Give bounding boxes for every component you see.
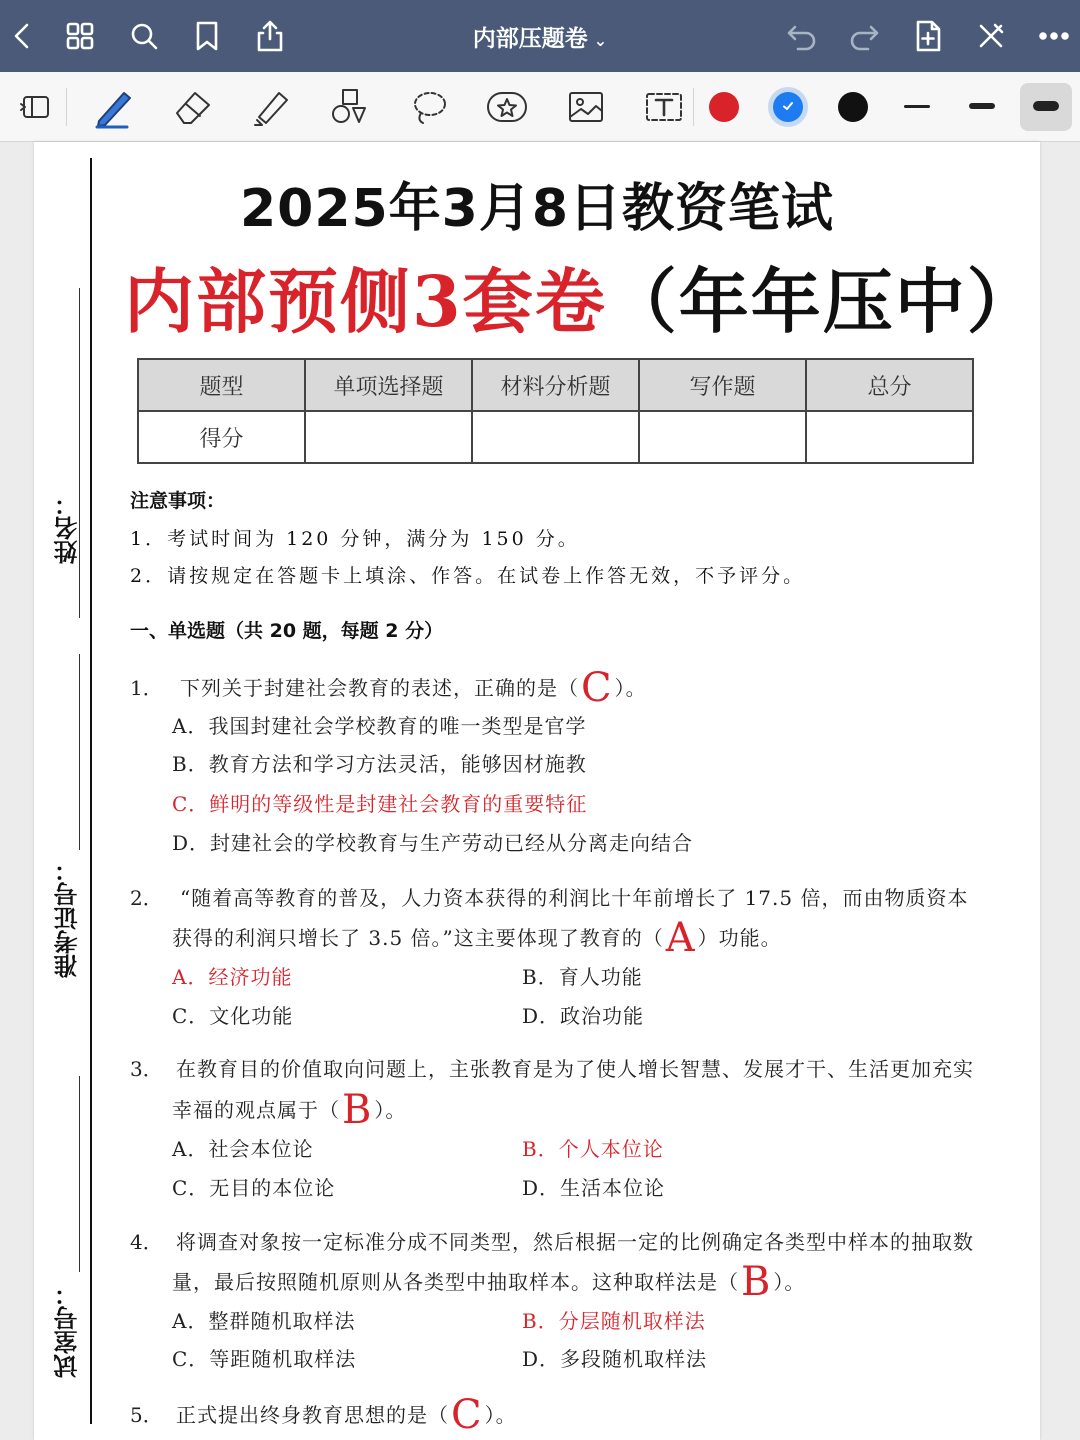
room-label: 试室号： xyxy=(53,1282,82,1378)
top-navigation-bar xyxy=(0,0,1080,72)
score-cell xyxy=(806,411,973,463)
pen-icon[interactable] xyxy=(88,84,138,130)
page-title: 2025年3月8日教资笔试 xyxy=(239,179,835,239)
redo-icon[interactable] xyxy=(842,14,886,58)
thumbnails-grid-icon[interactable] xyxy=(58,14,102,58)
stroke-thin[interactable] xyxy=(904,105,930,108)
score-cell xyxy=(639,411,806,463)
sticker-icon[interactable] xyxy=(482,84,532,130)
stem-text: 幸福的观点属于（ xyxy=(172,1098,340,1122)
question-stem-line xyxy=(172,1087,407,1133)
header-cell: 材料分析题 xyxy=(472,359,639,411)
stem-text: 量，最后按照随机原则从各类型中抽取样本。这种取样法是（ xyxy=(172,1270,739,1294)
option: C．等距随机取样法 xyxy=(172,1347,357,1371)
option-correct: B．个人本位论 xyxy=(522,1137,664,1161)
header-cell: 单项选择题 xyxy=(305,359,472,411)
score-table-row xyxy=(138,411,973,463)
pen-close-icon[interactable] xyxy=(969,14,1013,58)
handwritten-answer: B xyxy=(342,1087,373,1133)
text-icon[interactable] xyxy=(639,84,689,130)
option: A．整群随机取样法 xyxy=(172,1309,356,1333)
color-black[interactable] xyxy=(838,92,868,122)
toolbar-divider xyxy=(693,88,694,126)
question-stem xyxy=(180,665,647,711)
name-write-line xyxy=(79,288,80,618)
stroke-thick-selected[interactable] xyxy=(1020,83,1072,131)
stem-end: ）功能。 xyxy=(697,926,782,950)
question-stem-line: “随着高等教育的普及，人力资本获得的利润比十年前增长了 17.5 倍，而由物质资本 xyxy=(180,886,969,910)
option-correct: C．鲜明的等级性是封建社会教育的重要特征 xyxy=(172,792,588,816)
question-stem-line: 在教育目的价值取向问题上，主张教育是为了使人增长智慧、发展才干、生活更加充实 xyxy=(176,1057,974,1081)
toolbar-divider xyxy=(66,88,67,126)
stem-text: 正式提出终身教育思想的是（ xyxy=(176,1403,449,1427)
question-number: 1． xyxy=(130,676,163,700)
stem-end: ）。 xyxy=(374,1098,407,1122)
exam-id-write-line xyxy=(79,654,80,850)
document-page xyxy=(34,142,1040,1440)
handwritten-answer: A xyxy=(665,915,696,961)
bookmark-icon[interactable] xyxy=(185,14,229,58)
stroke-medium[interactable] xyxy=(969,103,995,109)
chevron-down-icon: ⌄ xyxy=(593,31,608,50)
shapes-icon[interactable] xyxy=(325,84,375,130)
annotation-toolbar xyxy=(0,72,1080,142)
notice-item: 2．请按规定在答题卡上填涂、作答。在试卷上作答无效，不予评分。 xyxy=(130,565,806,587)
option: D．封建社会的学校教育与生产劳动已经从分离走向结合 xyxy=(172,831,694,855)
question-stem-line: 将调查对象按一定标准分成不同类型，然后根据一定的比例确定各类型中样本的抽取数 xyxy=(176,1230,974,1254)
stroke-thick-indicator xyxy=(1033,101,1059,111)
binding-line xyxy=(90,158,92,1424)
more-icon[interactable] xyxy=(1032,14,1076,58)
room-write-line xyxy=(79,1076,80,1272)
question-number: 2． xyxy=(130,886,163,910)
option: A．社会本位论 xyxy=(172,1137,314,1161)
question-stem-line xyxy=(172,915,782,961)
question-number: 4． xyxy=(130,1230,163,1254)
option: D．生活本位论 xyxy=(522,1176,666,1200)
handwritten-answer: C xyxy=(451,1392,483,1438)
share-icon[interactable] xyxy=(248,14,292,58)
notice-item: 1．考试时间为 120 分钟，满分为 150 分。 xyxy=(130,528,580,550)
score-table-header xyxy=(138,359,973,411)
header-cell: 题型 xyxy=(138,359,305,411)
handwritten-answer: B xyxy=(741,1259,772,1305)
notice-title: 注意事项： xyxy=(130,490,226,512)
row-label-cell: 得分 xyxy=(138,411,305,463)
add-page-icon[interactable] xyxy=(906,14,950,58)
highlighter-icon[interactable] xyxy=(246,84,296,130)
header-cell: 写作题 xyxy=(639,359,806,411)
stem-end: ）。 xyxy=(773,1270,806,1294)
option: D．多段随机取样法 xyxy=(522,1347,708,1371)
option: D．政治功能 xyxy=(522,1004,645,1028)
header-cell: 总分 xyxy=(806,359,973,411)
question-stem-line xyxy=(172,1259,806,1305)
option: B．育人功能 xyxy=(522,965,643,989)
checkmark-icon xyxy=(782,100,794,112)
score-cell xyxy=(305,411,472,463)
stem-text: 下列关于封建社会教育的表述，正确的是（ xyxy=(180,676,579,700)
back-icon[interactable] xyxy=(0,14,44,58)
search-icon[interactable] xyxy=(122,14,166,58)
option: A．我国封建社会学校教育的唯一类型是官学 xyxy=(172,714,587,738)
document-title-menu[interactable] xyxy=(440,20,640,53)
question-number: 3． xyxy=(130,1057,163,1081)
score-table xyxy=(137,358,974,464)
section-title: 一、单选题（共 20 题，每题 2 分） xyxy=(130,620,444,642)
color-blue-selected[interactable] xyxy=(773,92,803,122)
name-label: 姓名： xyxy=(53,492,82,564)
subtitle-red: 内部预侧3套卷 xyxy=(124,260,607,343)
option: C．文化功能 xyxy=(172,1004,294,1028)
image-icon[interactable] xyxy=(561,84,611,130)
question-stem-line xyxy=(176,1392,517,1438)
color-red[interactable] xyxy=(709,92,739,122)
exam-id-label: 准考证号： xyxy=(53,858,82,978)
handwritten-answer: C xyxy=(581,665,613,711)
option: B．教育方法和学习方法灵活，能够因材施教 xyxy=(172,752,587,776)
subtitle-black: （年年压中） xyxy=(606,260,1039,343)
page-subtitle xyxy=(124,246,1039,347)
undo-icon[interactable] xyxy=(780,14,824,58)
score-cell xyxy=(472,411,639,463)
option-correct: A．经济功能 xyxy=(172,965,293,989)
stem-end: ）。 xyxy=(484,1403,517,1427)
sidebar-toggle-icon[interactable] xyxy=(10,84,60,130)
question-number: 5． xyxy=(130,1403,163,1427)
option: C．无目的本位论 xyxy=(172,1176,336,1200)
option-correct: B．分层随机取样法 xyxy=(522,1309,706,1333)
stem-end: ）。 xyxy=(614,676,647,700)
stem-text: 获得的利润只增长了 3.5 倍。”这主要体现了教育的（ xyxy=(172,926,664,950)
eraser-icon[interactable] xyxy=(168,84,218,130)
document-title: 内部压题卷 xyxy=(472,26,588,52)
lasso-icon[interactable] xyxy=(404,84,454,130)
